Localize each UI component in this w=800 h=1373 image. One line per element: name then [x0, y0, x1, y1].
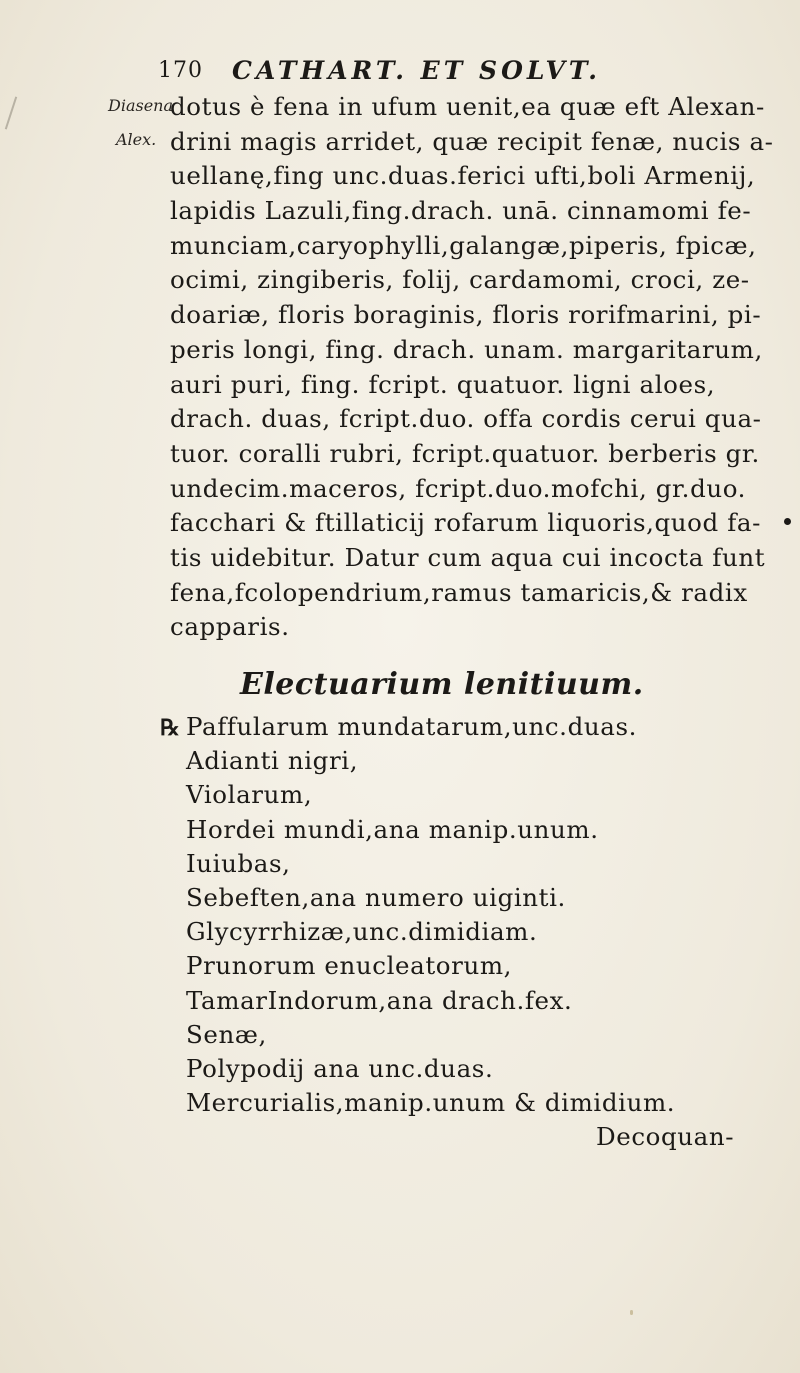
recipe-line: Violarum, [186, 780, 313, 810]
section-heading: Electuarium lenitiuum. [240, 667, 644, 702]
margin-note-diasena: Diasena [108, 96, 174, 115]
text-line: ocimi, zingiberis, folij, cardamomi, croci, ze- [170, 265, 750, 295]
recipe-line: Hordei mundi,ana manip.unum. [186, 814, 599, 844]
recipe-line-text: Paffularum mundatarum,unc.duas. [186, 712, 637, 741]
recipe-line: TamarIndorum,ana drach.fex. [186, 985, 573, 1015]
text-line: auri puri, fing. fcript. quatuor. ligni aloes, [170, 369, 716, 399]
paper-speck [630, 1310, 633, 1315]
text-line: drach. duas, fcript.duo. offa cordis cerui qua- [170, 404, 762, 434]
text-line: dotus è fena in ufum uenit,ea quæ eft Alexan- [170, 92, 765, 121]
recipe-line [160, 710, 786, 744]
recipe-symbol: ℞ [160, 715, 181, 741]
margin-note-alex: Alex. [116, 130, 157, 149]
recipe-line: Glycyrrhizæ,unc.dimidiam. [186, 917, 538, 947]
margin-pen-mark [5, 97, 17, 130]
text-line: uellanę,fing unc.duas.ferici ufti,boli Armenij, [170, 161, 756, 191]
running-head: CATHART. ET SOLVT. [232, 56, 601, 85]
text-line: peris longi, fing. drach. unam. margaritarum, [170, 334, 763, 364]
recipe-line: Senæ, [186, 1019, 267, 1049]
page-header [158, 52, 718, 92]
text-line: munciam,caryophylli,galangæ,piperis, fpicæ, [170, 230, 757, 260]
recipe-line: Prunorum enucleatorum, [186, 951, 513, 981]
text-line: tuor. coralli rubri, fcript.quatuor. berberis gr. [170, 438, 760, 468]
recipe-line: Adianti nigri, [186, 746, 359, 776]
text-line: drini magis arridet, quæ recipit fenæ, nucis a- [170, 126, 774, 156]
ink-dot [784, 518, 791, 525]
recipe-line: Polypodij ana unc.duas. [186, 1053, 494, 1083]
recipe-line: Mercurialis,manip.unum & dimidium. [186, 1088, 676, 1118]
text-line: undecim.maceros, fcript.duo.mofchi, gr.duo. [170, 473, 747, 503]
text-line: facchari & ftillaticij rofarum liquoris,quod fa- [170, 508, 761, 538]
text-line: doariæ, floris boraginis, floris rorifmarini, pi- [170, 300, 762, 330]
paragraph-diasena [170, 90, 774, 645]
text-line: tis uidebitur. Datur cum aqua cui incocta funt [170, 542, 766, 572]
recipe-line: Iuiubas, [186, 848, 291, 878]
catchword: Decoquan- [596, 1122, 735, 1151]
text-line: lapidis Lazuli,fing.drach. unā. cinnamomi fe- [170, 196, 752, 226]
recipe-line: Sebeften,ana numero uiginti. [186, 882, 566, 912]
text-line: fena,fcolopendrium,ramus tamaricis,& radix [170, 577, 748, 607]
text-line: capparis. [170, 612, 290, 642]
page-number: 170 [158, 58, 203, 83]
recipe-list [160, 710, 786, 1120]
